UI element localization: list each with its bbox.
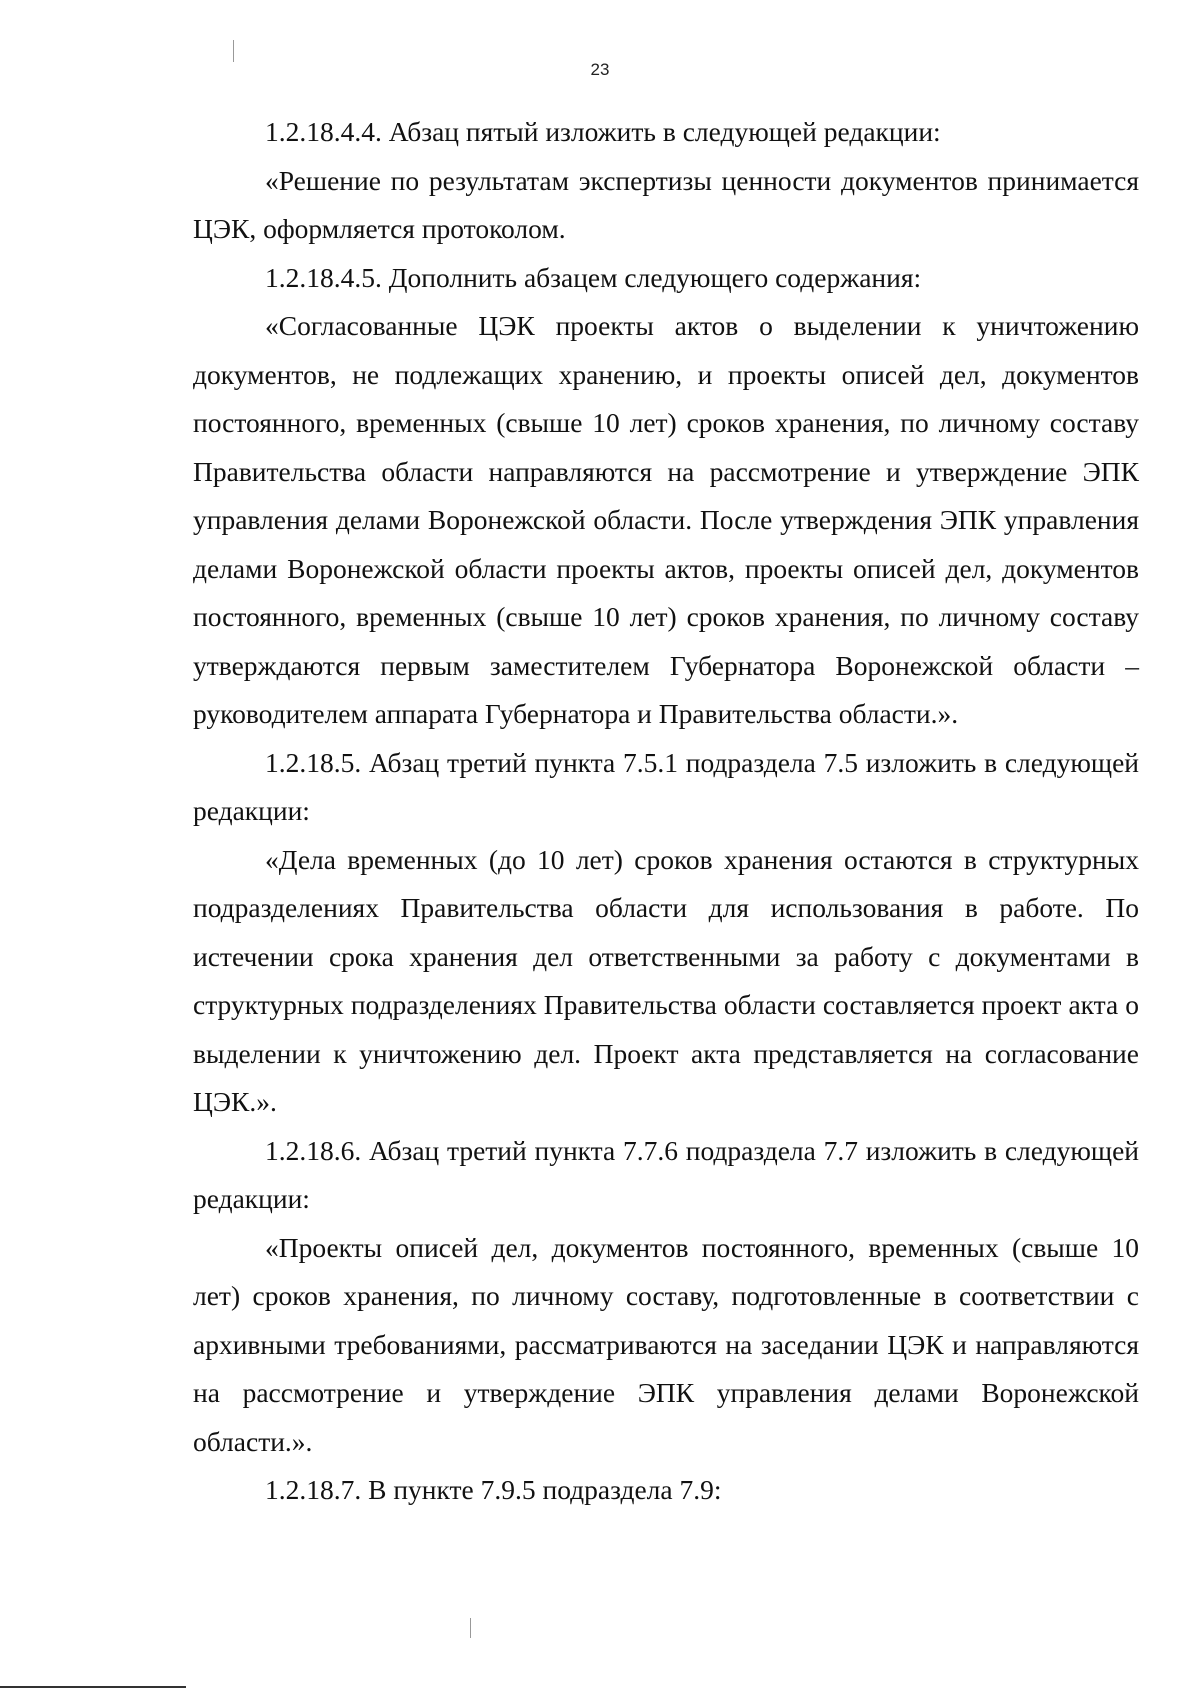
scan-speck-top xyxy=(233,40,234,62)
scan-edge-line xyxy=(0,1686,186,1688)
document-body xyxy=(193,108,1139,1515)
paragraph-1: 1.2.18.4.4. Абзац пятый изложить в следующей редакции: xyxy=(265,116,941,147)
paragraph-4: «Согласованные ЦЭК проекты актов о выделении к уничтожению документов, не подлежащих хранению, и проекты описей дел, документов постоянного, временных (свыше 10 лет) сроков хранения, по личному составу Правительства области направляются на рассмотрение и утверждение ЭПК управления делами Воронежской области. После утверждения ЭПК управления делами Воронежской области проекты актов, проекты описей дел, документов постоянного, временных (свыше 10 лет) сроков хранения, по личному составу утверждаются первым заместителем Губернатора Воронежской области – руководителем аппарата Губернатора и Правительства области.». xyxy=(193,310,1139,729)
page-number: 23 xyxy=(590,60,610,79)
paragraph-9: 1.2.18.7. В пункте 7.9.5 подраздела 7.9: xyxy=(265,1474,722,1505)
paragraph-3: 1.2.18.4.5. Дополнить абзацем следующего содержания: xyxy=(265,261,922,293)
paragraph-5: 1.2.18.5. Абзац третий пункта 7.5.1 подраздела 7.5 изложить в следующей редакции: xyxy=(193,746,1139,826)
paragraph-8: «Проекты описей дел, документов постоянного, временных (свыше 10 лет) сроков хранения, по личному составу, подготовленные в соответствии с архивными требованиями, рассматриваются на заседании ЦЭК и направляются на рассмотрение и утверждение ЭПК управления делами Воронежской области.». xyxy=(193,1231,1139,1457)
paragraph-6: «Дела временных (до 10 лет) сроков хранения остаются в структурных подразделениях Правительства области для использования в работе. По истечении срока хранения дел ответственными за работу с документами в структурных подразделениях Правительства области составляется проект акта о выделении к уничтожению дел. Проект акта представляется на согласование ЦЭК.». xyxy=(193,843,1139,1117)
paragraph-7: 1.2.18.6. Абзац третий пункта 7.7.6 подраздела 7.7 изложить в следующей редакции: xyxy=(193,1134,1139,1214)
paragraph-2: «Решение по результатам экспертизы ценности документов принимается ЦЭК, оформляется протоколом. xyxy=(193,164,1139,244)
scan-speck-bottom xyxy=(470,1618,471,1638)
